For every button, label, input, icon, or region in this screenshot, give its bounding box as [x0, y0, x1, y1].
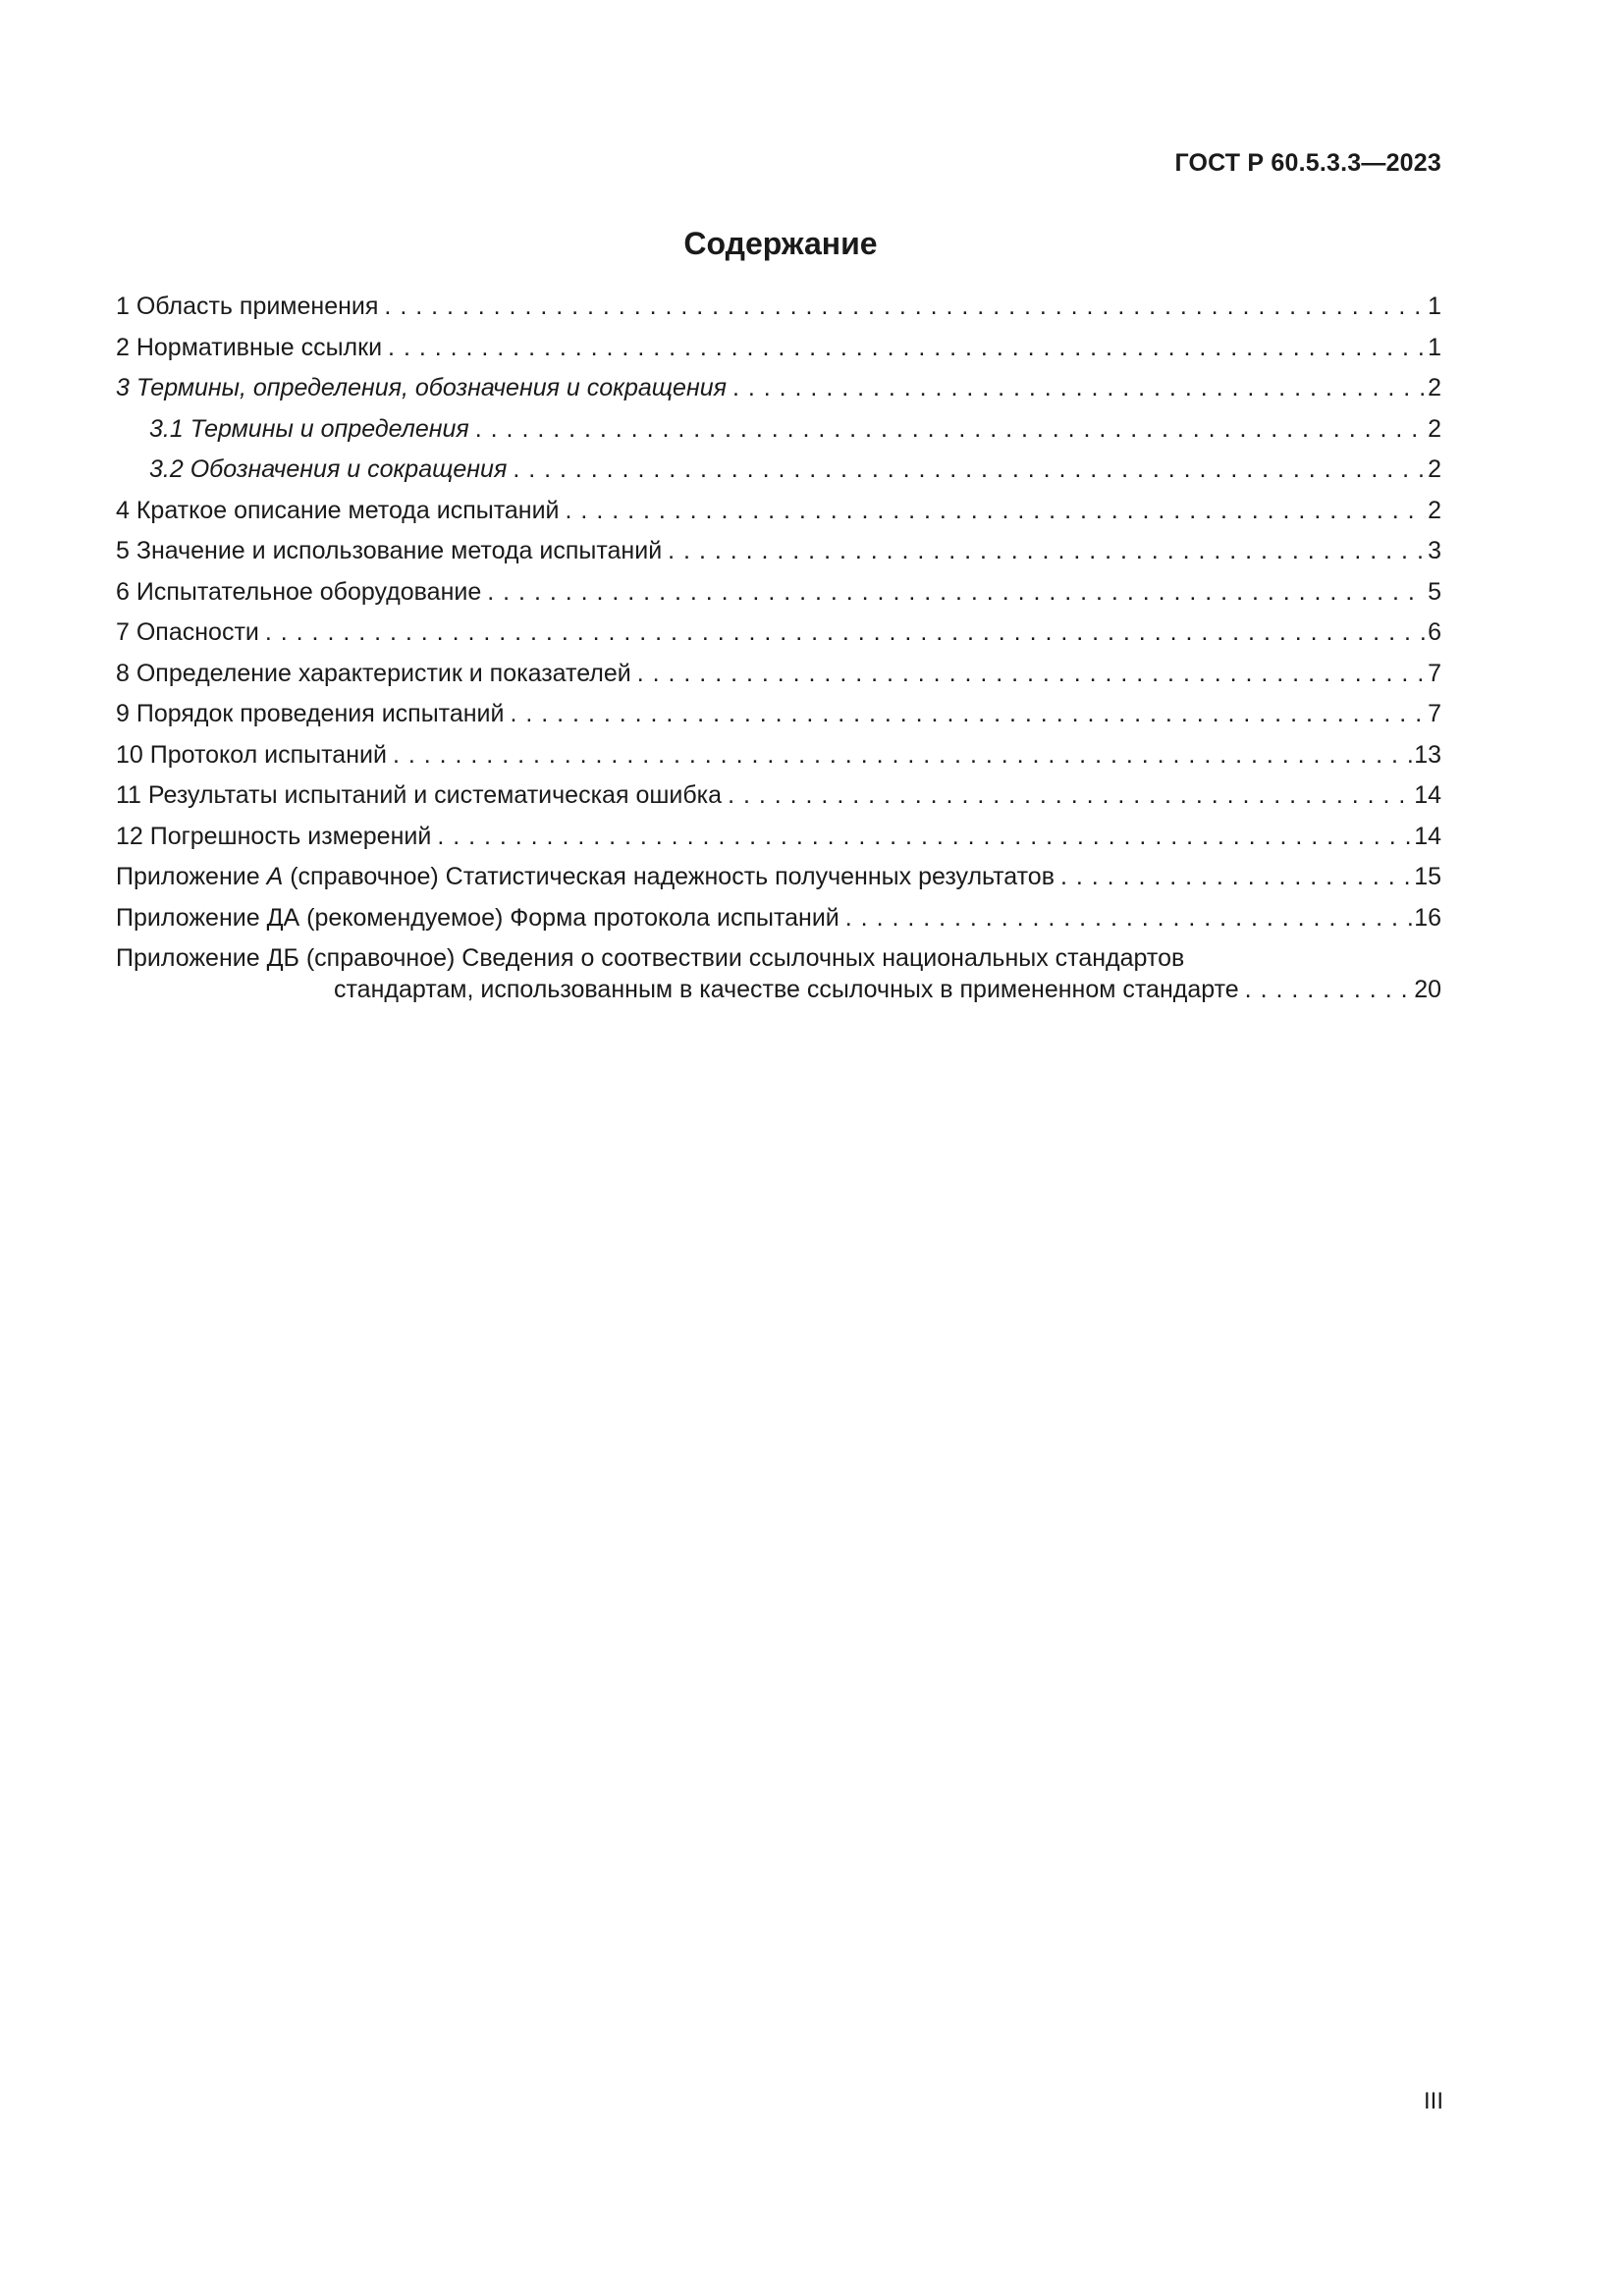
toc-entry-appendix-da[interactable] [116, 898, 1441, 939]
toc-entry-11[interactable] [116, 775, 1441, 817]
dot-leader [393, 735, 1412, 776]
toc-entry-label [116, 857, 1055, 898]
toc-entry-label: Приложение ДА (рекомендуемое) Форма протокола испытаний [116, 903, 839, 932]
toc-entry-6[interactable] [116, 572, 1441, 614]
dot-leader [388, 328, 1426, 369]
toc-entry-appendix-db[interactable] [116, 938, 1441, 1011]
dot-leader [487, 572, 1426, 614]
toc-entry-label-continued: стандартам, использованным в качестве ссылочных в примененном стандарте [334, 976, 1239, 1003]
toc-entry-label: 7 Опасности [116, 618, 259, 646]
toc-entry-page: 14 [1414, 822, 1441, 850]
toc-entry-label: 12 Погрешность измерений [116, 822, 432, 850]
toc-entry-label: 3.2 Обозначения и сокращения [149, 455, 508, 483]
toc-entry-label: 1 Область применения [116, 293, 379, 320]
appendix-prefix: Приложение [116, 863, 267, 890]
toc-entry-10[interactable] [116, 735, 1441, 776]
toc-entry-page: 13 [1414, 740, 1441, 769]
toc-entry-label: 8 Определение характеристик и показателей [116, 659, 631, 687]
toc-entry-appendix-a[interactable] [116, 857, 1441, 898]
toc-entry-label: 2 Нормативные ссылки [116, 333, 383, 361]
toc-entry-page: 5 [1428, 577, 1441, 606]
toc-entry-page: 1 [1428, 293, 1441, 320]
appendix-title: (справочное) Статистическая надежность полученных результатов [283, 863, 1055, 890]
toc-entry-page: 2 [1428, 374, 1441, 401]
toc-entry-page: 2 [1428, 496, 1441, 524]
toc-entry-12[interactable] [116, 817, 1441, 858]
dot-leader [668, 531, 1426, 572]
toc-entry-label: 6 Испытательное оборудование [116, 577, 482, 606]
dot-leader [265, 613, 1426, 654]
toc-entry-label: 10 Протокол испытаний [116, 740, 387, 769]
toc-entry-page: 15 [1414, 863, 1441, 890]
dot-leader [513, 450, 1426, 491]
toc-entry-page: 6 [1428, 618, 1441, 646]
toc-entry-2[interactable] [116, 328, 1441, 369]
toc-entry-label: 3 Термины, определения, обозначения и сокращения [116, 374, 727, 401]
toc-entry-3-2[interactable] [116, 450, 1441, 491]
toc-entry-label: 3.1 Термины и определения [149, 414, 469, 443]
dot-leader [384, 287, 1426, 328]
document-code: ГОСТ Р 60.5.3.3—2023 [1174, 149, 1441, 177]
toc-entry-label: Приложение ДБ (справочное) Сведения о соотвествии ссылочных национальных стандартов [116, 944, 1185, 972]
toc-entry-label: 11 Результаты испытаний и систематическая ошибка [116, 781, 723, 809]
table-of-contents [116, 287, 1441, 1011]
dot-leader [732, 368, 1426, 409]
page-number: III [1423, 2088, 1443, 2114]
toc-entry-page: 3 [1428, 537, 1441, 564]
toc-entry-page: 2 [1428, 455, 1441, 483]
dot-leader [1245, 970, 1413, 1011]
toc-entry-appendix-db-line1 [116, 938, 1441, 970]
toc-entry-page: 20 [1414, 976, 1441, 1003]
dot-leader [437, 817, 1412, 858]
toc-entry-8[interactable] [116, 654, 1441, 695]
toc-entry-label: 9 Порядок проведения испытаний [116, 700, 505, 727]
appendix-letter: А [266, 863, 284, 890]
toc-entry-4[interactable] [116, 491, 1441, 532]
toc-entry-5[interactable] [116, 531, 1441, 572]
toc-entry-7[interactable] [116, 613, 1441, 654]
dot-leader [845, 898, 1412, 939]
dot-leader [566, 491, 1427, 532]
toc-entry-3[interactable] [116, 368, 1441, 409]
dot-leader [637, 654, 1426, 695]
toc-entry-3-1[interactable] [116, 409, 1441, 451]
dot-leader [475, 409, 1426, 451]
toc-entry-label: 4 Краткое описание метода испытаний [116, 496, 560, 524]
toc-entry-9[interactable] [116, 694, 1441, 735]
toc-title: Содержание [683, 226, 878, 261]
toc-entry-page: 14 [1414, 781, 1441, 809]
dot-leader [1060, 857, 1412, 898]
toc-entry-page: 16 [1414, 903, 1441, 932]
toc-entry-page: 1 [1428, 333, 1441, 361]
toc-entry-page: 7 [1428, 659, 1441, 687]
toc-entry-page: 2 [1428, 414, 1441, 443]
toc-entry-page: 7 [1428, 700, 1441, 727]
toc-entry-1[interactable] [116, 287, 1441, 328]
dot-leader [510, 694, 1426, 735]
dot-leader [728, 775, 1412, 817]
toc-entry-label: 5 Значение и использование метода испытаний [116, 537, 663, 564]
